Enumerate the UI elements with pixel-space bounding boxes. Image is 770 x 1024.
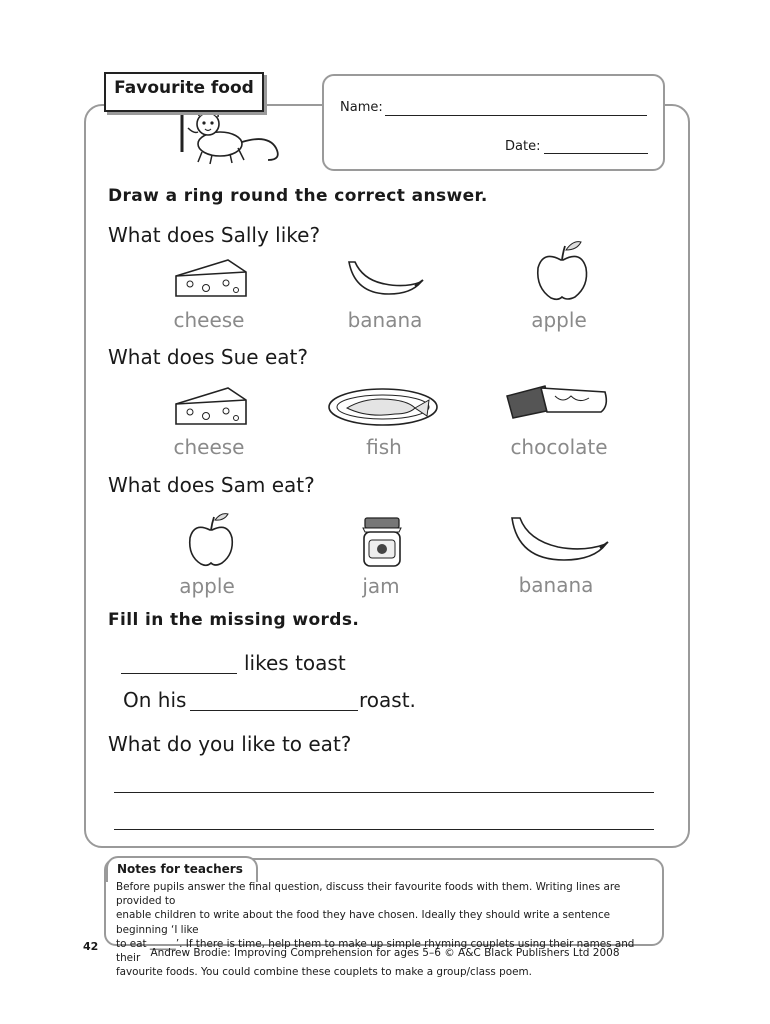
- page-number: 42: [83, 940, 99, 953]
- question-3: What does Sam eat?: [108, 473, 315, 497]
- notes-line: to eat _____’. If there is time, help them to make up simple rhyming couplets using their names and their: [116, 937, 635, 965]
- notes-line: Before pupils answer the final question, discuss their favourite foods with them. Writing lines are provided to: [116, 881, 621, 908]
- cheese-icon: [170, 386, 250, 428]
- worksheet-title: Favourite food: [114, 78, 254, 98]
- banana-icon: [508, 514, 610, 564]
- blank-1[interactable]: [121, 655, 237, 674]
- fill-line-2-start: On his: [123, 688, 187, 712]
- jam-icon: [359, 516, 405, 568]
- question-1: What does Sally like?: [108, 223, 321, 247]
- notes-title: Notes for teachers: [117, 862, 243, 876]
- notes-line: enable children to write about the food they have chosen. Ideally they should write a sentence beginning ‘I like: [116, 909, 611, 936]
- writing-line-2[interactable]: [114, 813, 654, 830]
- banana-icon: [345, 258, 425, 300]
- fish-icon: [327, 386, 441, 428]
- option-1-3[interactable]: apple: [531, 308, 587, 332]
- chocolate-icon: [505, 382, 609, 422]
- option-3-3[interactable]: banana: [518, 573, 594, 597]
- date-label: Date:: [505, 139, 541, 154]
- footer-credit: Andrew Brodie: Improving Comprehension for ages 5–6 © A&C Black Publishers Ltd 2008: [150, 947, 620, 959]
- blank-2[interactable]: [190, 692, 358, 711]
- cat-icon: [168, 104, 298, 170]
- notes-line: favourite foods. You could combine these couplets to make a group/class poem.: [116, 966, 532, 979]
- option-3-1[interactable]: apple: [179, 574, 235, 598]
- writing-line-1[interactable]: [114, 776, 654, 793]
- name-date-box: [322, 74, 665, 171]
- name-label: Name:: [340, 100, 383, 115]
- instruction-fill: Fill in the missing words.: [108, 610, 360, 630]
- notes-body: [116, 880, 656, 979]
- option-3-2[interactable]: jam: [362, 574, 400, 598]
- date-field[interactable]: [544, 140, 648, 154]
- fill-line-2-end: roast.: [359, 688, 416, 712]
- option-2-2[interactable]: fish: [366, 435, 402, 459]
- question-4: What do you like to eat?: [108, 732, 352, 756]
- cheese-icon: [170, 258, 250, 300]
- name-field[interactable]: [385, 101, 647, 116]
- option-1-2[interactable]: banana: [347, 308, 423, 332]
- option-1-1[interactable]: cheese: [173, 308, 245, 332]
- instruction-ring: Draw a ring round the correct answer.: [108, 186, 488, 206]
- apple-icon: [533, 238, 591, 302]
- apple-icon: [186, 512, 236, 568]
- fill-line-1-text: likes toast: [244, 651, 346, 675]
- option-2-3[interactable]: chocolate: [510, 435, 608, 459]
- option-2-1[interactable]: cheese: [173, 435, 245, 459]
- question-2: What does Sue eat?: [108, 345, 308, 369]
